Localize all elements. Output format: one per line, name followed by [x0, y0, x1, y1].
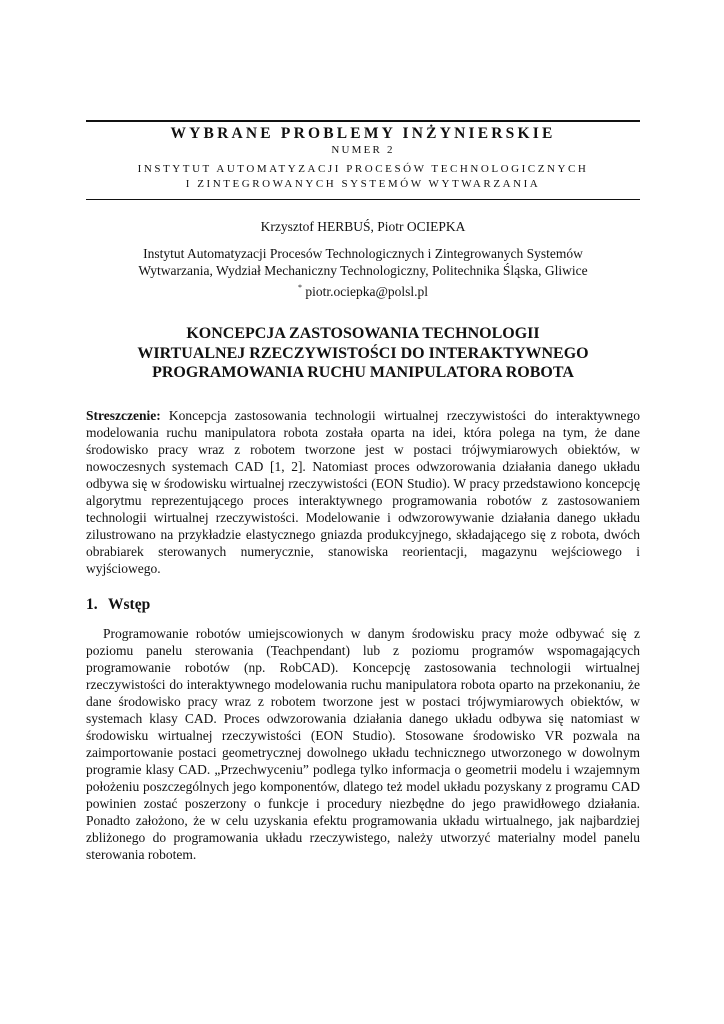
section-title: Wstęp — [108, 595, 151, 613]
email-asterisk: * — [297, 283, 302, 292]
affiliation-line-2: Wytwarzania, Wydział Mechaniczny Technologiczny, Politechnika Śląska, Gliwice — [138, 263, 588, 278]
body-paragraph: Programowanie robotów umiejscowionych w danym środowisku pracy może odbywać się z poziomu panelu sterowania (Teachpendant) lub z poziomu programów wspomagających programowanie robotów (np. RobCAD). Koncepcję zastosowania technologii wirtualnej rzeczywistości do interaktywnego modelowania ruchu manipulatora robota oparto na przekonaniu, że dane środowisko pracy wraz z robotem tworzone jest w postaci trójwymiarowych obiektów, w systemach klasy CAD. Proces odwzorowania działania danego układu odbywa się natomiast w środowisku wirtualnej rzeczywistości (EON Studio). Stosowane środowisko VR pozwala na zaimportowanie postaci geometrycznej dowolnego układu technicznego utworzonego w dowolnym programie klasy CAD. „Przechwyceniu” podlega tylko informacja o geometrii modelu i wzajemnym położeniu poszczególnych jego komponentów, dlatego też model układu pozyskany z programu CAD powinien zostać poszerzony o funkcje i procedury niezbędne do jego prawidłowego działania. Ponadto założono, że w celu uzyskania efektu programowania układu wirtualnego, jak najbardziej zbliżonego do programowania układu rzeczywistego, należy utworzyć materialny model panelu sterowania robotem. — [86, 625, 640, 862]
section-number: 1. — [86, 595, 98, 613]
email-address: piotr.ociepka@polsl.pl — [305, 284, 429, 299]
institute-line-2: I ZINTEGROWANYCH SYSTEMÓW WYTWARZANIA — [185, 177, 541, 190]
paper-title — [86, 324, 640, 383]
title-line-3: PROGRAMOWANIA RUCHU MANIPULATORA ROBOTA — [152, 364, 574, 381]
abstract-label: Streszczenie: — [86, 407, 161, 423]
series-title: WYBRANE PROBLEMY INŻYNIERSKIE — [170, 125, 556, 142]
header-rule-top — [86, 120, 640, 122]
series-number: NUMER 2 — [331, 144, 395, 156]
affiliation — [86, 245, 640, 300]
header-rule-bottom — [86, 199, 640, 200]
abstract — [86, 407, 640, 577]
section-heading — [86, 596, 640, 614]
title-line-2: WIRTUALNEJ RZECZYWISTOŚCI DO INTERAKTYWNEGO — [137, 344, 589, 362]
affiliation-email-line — [86, 279, 640, 300]
institute-name-caps — [86, 162, 640, 191]
title-line-1: KONCEPCJA ZASTOSOWANIA TECHNOLOGII — [186, 325, 540, 342]
page — [86, 120, 640, 863]
authors: Krzysztof HERBUŚ, Piotr OCIEPKA — [260, 219, 466, 234]
institute-line-1: INSTYTUT AUTOMATYZACJI PROCESÓW TECHNOLOGICZNYCH — [137, 163, 589, 175]
affiliation-line-1: Instytut Automatyzacji Procesów Technologicznych i Zintegrowanych Systemów — [143, 246, 583, 261]
abstract-text: Koncepcja zastosowania technologii wirtualnej rzeczywistości do interaktywnego modelowania ruchu manipulatora robota została oparta na idei, która polega na tym, że dane środowisko pracy wraz z robotem tworzone jest w postaci trójwymiarowych obiektów, w nowoczesnych systemach CAD [1, 2]. Natomiast proces odwzorowania działania danego układu odbywa się w środowisku wirtualnej rzeczywistości (EON Studio). W pracy przedstawiono koncepcję algorytmu reprezentującego proces interaktywnego programowania robotów z zastosowaniem technologii wirtualnej rzeczywistości. Modelowanie i odwzorowywanie działania danego układu zilustrowano na przykładzie elastycznego gniazda produkcyjnego, składającego się z robota, dwóch obrabiarek sterowanych numerycznie, stanowiska reorientacji, magazynu wejściowego i wyjściowego. — [86, 407, 640, 576]
